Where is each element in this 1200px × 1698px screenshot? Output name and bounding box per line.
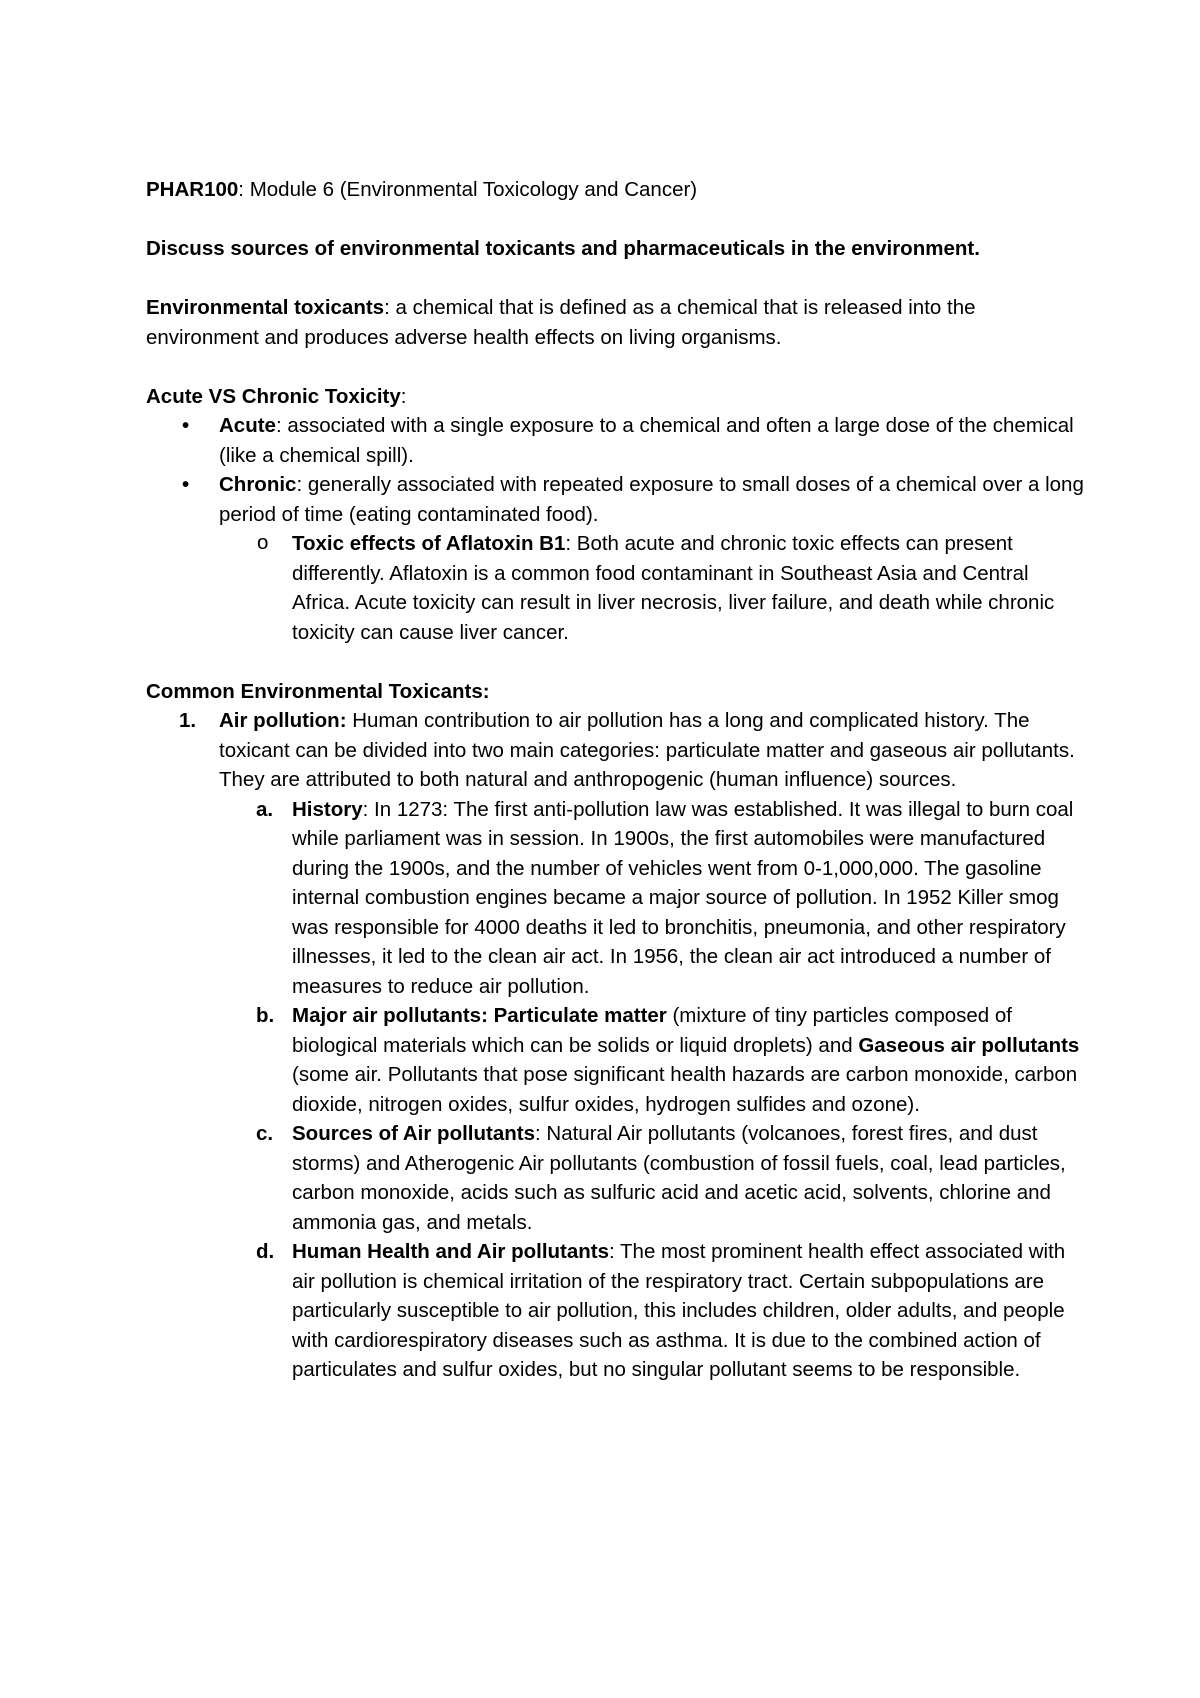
air-pollution-sublist [219, 795, 1086, 1385]
title-rest: : Module 6 (Environmental Toxicology and Cancer) [238, 178, 698, 201]
common-toxicants-list [146, 706, 1086, 1385]
spacer [146, 647, 1086, 677]
list-item-acute: • Acute: associated with a single exposure to a chemical and often a large dose of the chemical (like a chemical spill). [146, 411, 1086, 470]
section-heading-acute-chronic: Acute VS Chronic Toxicity: [146, 384, 407, 408]
course-code: PHAR100 [146, 178, 239, 201]
acute-chronic-list [146, 411, 1086, 647]
spacer [146, 205, 1086, 235]
discussion-question: Discuss sources of environmental toxicants and pharmaceuticals in the environment. [146, 237, 980, 260]
list-marker: b. [256, 1004, 275, 1027]
list-item-air-pollution: 1. Air pollution: Human contribution to air pollution has a long and complicated history. The toxicant can be divided into two main categories: particulate matter and gaseous air pollutants. They are attributed to both natural and anthropogenic (human influence) sources. a. History: In 1273: The first anti-pollution law was established. It was illegal to burn coal while parliament was in session. In 1900s, the first automobiles were manufactured during the 1900s, and the number of vehicles went from 0-1,000,000. The gasoline internal combustion engines became a major source of pollution. In 1952 Killer smog was responsible for 4000 deaths it led to bronchitis, pneumonia, and other respiratory illnesses, it led to the clean air act. In 1956, the clean air act introduced a number of measures to reduce air pollution. b. Major air pollutants: Particulate matter (mixture of tiny particles composed of biological materials which can be solids or liquid droplets) and Gaseous air pollutants (some air. Pollutants that pose significant health hazards are carbon monoxide, carbon dioxide, nitrogen oxides, sulfur oxides, hydrogen sulfides and ozone). c. Sources of Air pollutants: Natural Air pollutants (volcanoes, forest fires, and dust storms) and Atherogenic Air pollutants (combustion of fossil fuels, coal, lead particles, carbon monoxide, acids such as sulfuric acid and acetic acid, solvents, chlorine and ammonia gas, and metals. d. Human Health and Air pollutants: The most prominent health effect associated with air pollution is chemical irritation of the respiratory tract. Certain subpopulations are particularly susceptible to air pollution, this includes children, older adults, and people with cardiorespiratory diseases such as asthma. It is due to the combined action of particulates and sulfur oxides, but no singular pollutant seems to be responsible. [146, 706, 1086, 1385]
list-item-chronic: • Chronic: generally associated with repeated exposure to small doses of a chemical over a long period of time (eating contaminated food). o Toxic effects of Aflatoxin B1: Both acute and chronic toxic effects can present differently. Aflatoxin is a common food contaminant in Southeast Asia and Central Africa. Acute toxicity can result in liver necrosis, liver failure, and death while chronic toxicity can cause liver cancer. [146, 470, 1086, 647]
section-heading-common-toxicants: Common Environmental Toxicants: [146, 679, 490, 703]
spacer [146, 352, 1086, 382]
list-item-aflatoxin: o Toxic effects of Aflatoxin B1: Both acute and chronic toxic effects can present differently. Aflatoxin is a common food contaminant in Southeast Asia and Central Africa. Acute toxicity can result in liver necrosis, liver failure, and death while chronic toxicity can cause liver cancer. [219, 529, 1086, 647]
definition-term: Environmental toxicants [146, 296, 385, 319]
spacer [146, 264, 1086, 294]
document-title [146, 175, 1086, 205]
list-marker: a. [256, 797, 274, 821]
document-page [146, 175, 1086, 1385]
definition-text: : a chemical that is defined as a chemical that is released into the environment and produces adverse health effects on living organisms. [146, 296, 976, 349]
list-marker: c. [256, 1122, 274, 1145]
chronic-sublist [219, 529, 1086, 647]
definition-paragraph [146, 293, 1086, 352]
list-marker: d. [256, 1240, 275, 1263]
list-marker: 1. [179, 709, 197, 732]
list-item-history: a. History: In 1273: The first anti-pollution law was established. It was illegal to burn coal while parliament was in session. In 1900s, the first automobiles were manufactured during the 1900s, and the number of vehicles went from 0-1,000,000. The gasoline internal combustion engines became a major source of pollution. In 1952 Killer smog was responsible for 4000 deaths it led to bronchitis, pneumonia, and other respiratory illnesses, it led to the clean air act. In 1956, the clean air act introduced a number of measures to reduce air pollution. [219, 795, 1086, 1002]
list-item-sources-air-pollutants: c. Sources of Air pollutants: Natural Air pollutants (volcanoes, forest fires, and dust storms) and Atherogenic Air pollutants (combustion of fossil fuels, coal, lead particles, carbon monoxide, acids such as sulfuric acid and acetic acid, solvents, chlorine and ammonia gas, and metals. [219, 1119, 1086, 1237]
list-item-human-health: d. Human Health and Air pollutants: The most prominent health effect associated with air pollution is chemical irritation of the respiratory tract. Certain subpopulations are particularly susceptible to air pollution, this includes children, older adults, and people with cardiorespiratory diseases such as asthma. It is due to the combined action of particulates and sulfur oxides, but no singular pollutant seems to be responsible. [219, 1237, 1086, 1385]
list-item-major-air-pollutants: b. Major air pollutants: Particulate matter (mixture of tiny particles composed of biological materials which can be solids or liquid droplets) and Gaseous air pollutants (some air. Pollutants that pose significant health hazards are carbon monoxide, carbon dioxide, nitrogen oxides, sulfur oxides, hydrogen sulfides and ozone). [219, 1001, 1086, 1119]
